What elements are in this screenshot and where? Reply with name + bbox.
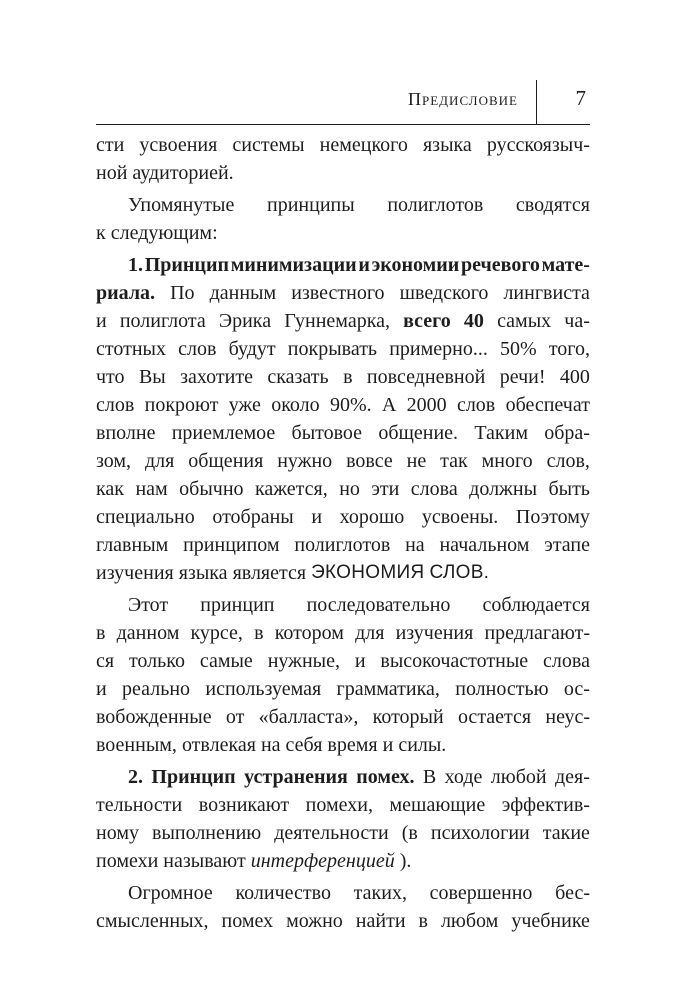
bold-word: 1. — [128, 254, 143, 276]
word: высокочастотные — [380, 650, 529, 672]
word: эффектив- — [501, 794, 590, 816]
word: бытовое — [291, 422, 363, 444]
word: принципом — [183, 534, 280, 556]
word: на — [405, 534, 425, 556]
word: не — [406, 450, 427, 472]
word: обра- — [544, 422, 590, 444]
word: ной — [96, 162, 128, 184]
running-head: Предисловие — [408, 89, 518, 109]
bold-word: экономии — [371, 254, 460, 276]
text-line — [96, 559, 590, 587]
word: должны — [469, 478, 538, 500]
word: тельности — [96, 794, 183, 816]
word: немецкого — [319, 134, 408, 156]
word: быть — [548, 478, 590, 500]
word: так — [440, 450, 468, 472]
text-line — [96, 335, 590, 363]
word: полностью — [455, 678, 549, 700]
body-text — [96, 131, 590, 935]
word: покрывать — [287, 338, 378, 360]
word: 50% — [500, 338, 537, 360]
word: любой — [490, 766, 547, 788]
word: соблюдается — [482, 594, 590, 616]
word: ся — [96, 650, 115, 672]
text-line — [96, 647, 590, 675]
bold-word: помех. — [356, 766, 415, 788]
word: того, — [548, 338, 590, 360]
bold-word: Принцип — [144, 254, 229, 276]
text-line — [96, 475, 590, 503]
text-line — [96, 251, 590, 279]
word: котором — [274, 622, 344, 644]
text-line — [96, 763, 590, 791]
word: нужные, — [267, 650, 340, 672]
word: выполнению — [152, 822, 262, 844]
word: данным — [209, 282, 277, 304]
word: Поэтому — [515, 506, 590, 528]
text-line — [96, 391, 590, 419]
word: шведского — [399, 282, 489, 304]
word: который — [372, 706, 444, 728]
word: Таким — [474, 422, 528, 444]
text-line — [96, 279, 590, 307]
word: начальном — [439, 534, 530, 556]
word: используемая — [205, 678, 322, 700]
text-line — [96, 847, 590, 875]
word: 400 — [559, 366, 590, 388]
word: и — [382, 734, 394, 756]
word: будут — [228, 338, 276, 360]
word: деятельности — [274, 822, 389, 844]
word: ходе — [444, 766, 483, 788]
word: много — [481, 450, 533, 472]
word: сти — [96, 134, 125, 156]
word: последовательно — [306, 594, 451, 616]
word: дея- — [555, 766, 590, 788]
word: только — [128, 650, 185, 672]
word: остается — [457, 706, 532, 728]
word: ча- — [564, 310, 590, 332]
bold-word: минимизации — [230, 254, 357, 276]
word: кажется, — [254, 478, 328, 500]
text-line — [96, 791, 590, 819]
page-header — [96, 80, 590, 126]
word: этапе — [544, 534, 590, 556]
word: в — [418, 910, 428, 932]
word: главным — [96, 534, 169, 556]
word: повседневной — [366, 366, 486, 388]
header-vertical-rule — [536, 80, 537, 124]
word: для — [355, 622, 385, 644]
page-number: 7 — [575, 86, 586, 110]
word: Эрика — [218, 310, 272, 332]
word: Вы — [138, 366, 166, 388]
bold-word: Принцип — [151, 766, 236, 788]
word: 90%. — [329, 394, 372, 416]
word: таких, — [353, 882, 407, 904]
bold-word: риала. — [96, 282, 156, 304]
bold-word: 2. — [128, 766, 143, 788]
word: бес- — [555, 882, 590, 904]
word: захотите — [180, 366, 253, 388]
word: ). — [399, 850, 412, 872]
word: помехи — [96, 850, 159, 872]
text-line — [96, 879, 590, 907]
word: слов, — [546, 450, 590, 472]
text-line — [96, 503, 590, 531]
word: эти — [371, 478, 400, 500]
word: слова — [410, 478, 458, 500]
word: языка — [178, 562, 228, 584]
word: найти — [355, 910, 406, 932]
word: но — [339, 478, 360, 500]
word: приемлемое — [171, 422, 276, 444]
word: лингвиста — [503, 282, 590, 304]
word: такие — [542, 822, 590, 844]
text-line — [96, 819, 590, 847]
word: отвлекая — [181, 734, 256, 756]
text-line — [96, 191, 590, 219]
word: вовсе — [346, 450, 393, 472]
word: количество — [235, 882, 331, 904]
word: Гуннемарка, — [284, 310, 390, 332]
word: принцип — [200, 594, 275, 616]
text-line — [96, 131, 590, 159]
word: можно — [286, 910, 343, 932]
word: как — [96, 478, 125, 500]
word: полиглота — [119, 310, 206, 332]
word: нам — [135, 478, 168, 500]
word: усвоены. — [421, 506, 499, 528]
word: принципы — [267, 194, 355, 216]
word: что — [96, 366, 125, 388]
word: обеспечат — [505, 394, 590, 416]
word: самые — [199, 650, 253, 672]
word: и — [96, 678, 107, 700]
word: В — [422, 766, 437, 788]
word: около — [271, 394, 320, 416]
word: обычно — [179, 478, 244, 500]
word: уже — [228, 394, 261, 416]
word: 2000 — [406, 394, 447, 416]
word: «балласта», — [258, 706, 359, 728]
word: отобраны — [212, 506, 294, 528]
word: усвоения — [139, 134, 218, 156]
bold-word: 40 — [463, 310, 484, 332]
word: называют — [163, 850, 246, 872]
bold-word: устранения — [244, 766, 348, 788]
word: учебнике — [511, 910, 590, 932]
bold-word: речевого — [461, 254, 540, 276]
word: стотных — [96, 338, 166, 360]
word: языка — [422, 134, 472, 156]
word: зом, — [96, 450, 132, 472]
word: в — [96, 622, 106, 644]
word: ос- — [563, 678, 590, 700]
word: сказать — [267, 366, 329, 388]
word: и — [96, 310, 107, 332]
word: примерно... — [389, 338, 488, 360]
text-line — [96, 419, 590, 447]
word: помехи, — [305, 794, 373, 816]
text-line — [96, 703, 590, 731]
text-line — [96, 619, 590, 647]
word: нужно — [277, 450, 333, 472]
word: любом — [440, 910, 499, 932]
word: общение. — [378, 422, 459, 444]
word: известного — [291, 282, 385, 304]
word: следующим: — [110, 222, 218, 244]
text-line — [96, 159, 590, 187]
bold-word: всего — [403, 310, 451, 332]
word: (в — [401, 822, 418, 844]
word: возникают — [198, 794, 290, 816]
text-line — [96, 307, 590, 335]
text-line — [96, 907, 590, 935]
bold-word: и — [358, 254, 370, 276]
word: и — [311, 506, 323, 528]
bold-word: мате- — [541, 254, 590, 276]
word: изучения — [395, 622, 474, 644]
word: покроют — [144, 394, 219, 416]
word: на — [260, 734, 281, 756]
word: А — [381, 394, 397, 416]
word: для — [144, 450, 175, 472]
word: полиглотов — [387, 194, 484, 216]
word: и — [354, 650, 366, 672]
word: реально — [122, 678, 191, 700]
text-line — [96, 675, 590, 703]
word: специально — [96, 506, 195, 528]
word: общения — [188, 450, 264, 472]
header-horizontal-rule — [96, 124, 590, 125]
text-line — [96, 531, 590, 559]
word: данном — [116, 622, 180, 644]
word: русскоязыч- — [486, 134, 590, 156]
text-line — [96, 731, 590, 759]
word: хорошо — [339, 506, 405, 528]
text-line — [96, 219, 590, 247]
word: речи! — [499, 366, 546, 388]
word: является — [232, 562, 307, 584]
word: себя — [285, 734, 323, 756]
word: Упомянутые — [128, 194, 235, 216]
word: совершенно — [429, 882, 533, 904]
word: вполне — [96, 422, 156, 444]
text-line — [96, 447, 590, 475]
word: самых — [497, 310, 552, 332]
word: психологии — [430, 822, 530, 844]
text-line — [96, 591, 590, 619]
word: в — [254, 622, 264, 644]
word: изучения — [96, 562, 174, 584]
word: аудиторией. — [132, 162, 234, 184]
word: вобожденные — [96, 706, 212, 728]
word: помех — [221, 910, 274, 932]
word: слов — [178, 338, 217, 360]
word: предлагают- — [484, 622, 590, 644]
text-line — [96, 363, 590, 391]
word: к — [96, 222, 106, 244]
word: курсе, — [190, 622, 243, 644]
word: силы. — [398, 734, 447, 756]
word: военным, — [96, 734, 177, 756]
italic-word: интерференцией — [250, 850, 395, 872]
word: По — [170, 282, 195, 304]
word: системы — [232, 134, 305, 156]
word: полиглотов — [294, 534, 391, 556]
caps-word: СЛОВ. — [429, 562, 490, 583]
word: Этот — [128, 594, 169, 616]
word: слов — [96, 394, 135, 416]
word: в — [343, 366, 353, 388]
word: грамматика, — [336, 678, 440, 700]
word: мешающие — [389, 794, 486, 816]
word: время — [327, 734, 378, 756]
word: от — [225, 706, 245, 728]
caps-word: ЭКОНОМИЯ — [311, 562, 425, 583]
word: неус- — [545, 706, 590, 728]
word: ному — [96, 822, 139, 844]
word: слова — [543, 650, 590, 672]
word: слов — [456, 394, 496, 416]
word: Огромное — [128, 882, 213, 904]
word: сводятся — [515, 194, 590, 216]
word: смысленных, — [96, 910, 209, 932]
